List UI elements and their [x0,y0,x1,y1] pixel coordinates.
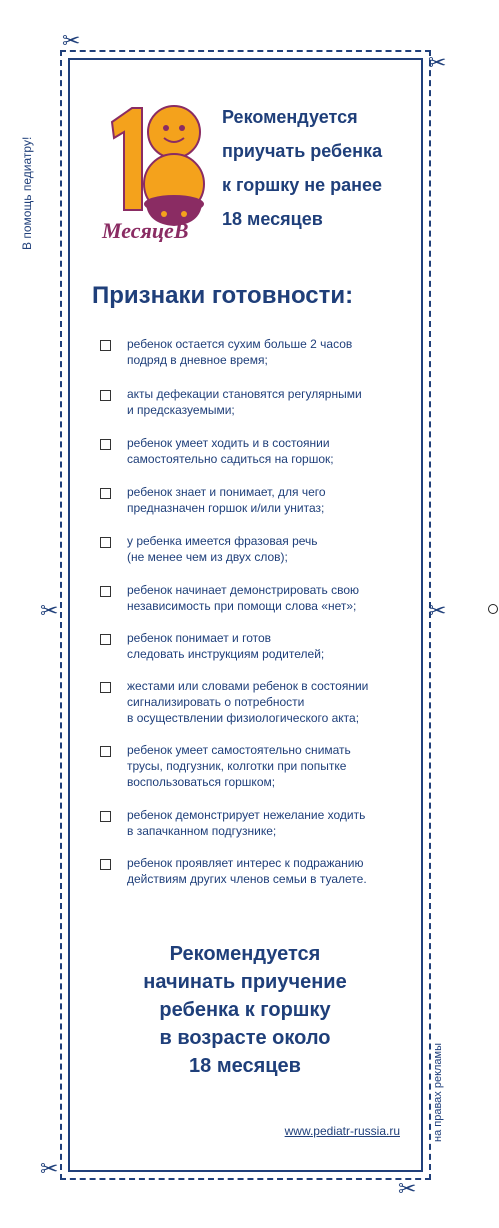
checklist-item[interactable] [100,336,420,368]
header-line: к горшку не ранее [222,175,383,195]
scissors-icon: ✂ [398,1176,417,1201]
footer-line: ребенка к горшку [159,999,331,1021]
header-line: приучать ребенка [222,141,383,161]
checklist-item-label: жестами или словами ребенок в состоянии сигнализировать о потребности в осуществлении физиологического акта; [127,679,369,725]
checklist-item[interactable] [100,855,420,887]
checklist-item-label: ребенок умеет ходить и в состоянии самостоятельно садиться на горшок; [127,436,334,466]
footer-line: начинать приучение [143,971,347,993]
checklist-item-label: у ребенка имеется фразовая речь (не менее чем из двух слов); [127,534,318,564]
checkbox[interactable] [100,746,111,757]
footer-line: в возрасте около [159,1027,331,1049]
checklist-item[interactable] [100,807,420,839]
scissors-icon: ✂ [40,1156,59,1181]
logo-word: МесяцеВ [102,218,189,242]
checkbox[interactable] [100,390,111,401]
checklist-item[interactable] [100,386,420,418]
scissors-icon: ✂ [62,28,81,53]
checklist-item-label: ребенок демонстрирует нежелание ходить в запачканном подгузнике; [127,808,366,838]
checklist-item-label: ребенок остается сухим больше 2 часов подряд в дневное время; [127,337,353,367]
checklist-item[interactable] [100,582,420,614]
checkbox[interactable] [100,340,111,351]
scissors-icon: ✂ [428,50,447,75]
checkbox[interactable] [100,586,111,597]
checklist-item-label: акты дефекации становятся регулярными и предсказуемыми; [127,387,362,417]
side-caption-left: В помощь педиатру! [20,136,34,250]
header-line: Рекомендуется [222,107,358,127]
page-title: Признаки готовности: [92,282,354,309]
header-line: 18 месяцев [222,209,323,229]
footer-line: 18 месяцев [189,1055,301,1077]
checkbox[interactable] [100,634,111,645]
scissors-icon: ✂ [40,598,59,623]
checklist-item-label: ребенок начинает демонстрировать свою независимость при помощи слова «нет»; [127,583,360,613]
checkbox[interactable] [100,859,111,870]
checkbox[interactable] [100,811,111,822]
side-caption-right: на правах рекламы [432,1042,444,1142]
checklist-item-label: ребенок проявляет интерес к подражанию действиям других членов семьи в туалете. [127,856,367,886]
website-link[interactable]: www.pediatr-russia.ru [284,1124,400,1138]
checklist-item-label: ребенок умеет самостоятельно снимать трусы, подгузник, колготки при попытке воспользоваться горшком; [127,743,351,789]
header-recommendation [222,100,412,236]
footer-recommendation [85,940,405,1080]
checklist-item[interactable] [100,533,420,565]
registration-mark [488,604,498,614]
checklist-item-label: ребенок знает и понимает, для чего предназначен горшок и/или унитаз; [127,485,326,515]
checklist-item[interactable] [100,484,420,516]
checkbox[interactable] [100,439,111,450]
checklist-item[interactable] [100,742,420,790]
checklist-item[interactable] [100,630,420,662]
footer-line: Рекомендуется [169,943,321,965]
scissors-icon: ✂ [428,598,447,623]
logo-18-months [98,92,216,242]
checklist-item[interactable] [100,435,420,467]
checkbox[interactable] [100,488,111,499]
checklist-item-label: ребенок понимает и готов следовать инструкциям родителей; [127,631,325,661]
checkbox[interactable] [100,682,111,693]
checkbox[interactable] [100,537,111,548]
checklist-item[interactable] [100,678,420,726]
